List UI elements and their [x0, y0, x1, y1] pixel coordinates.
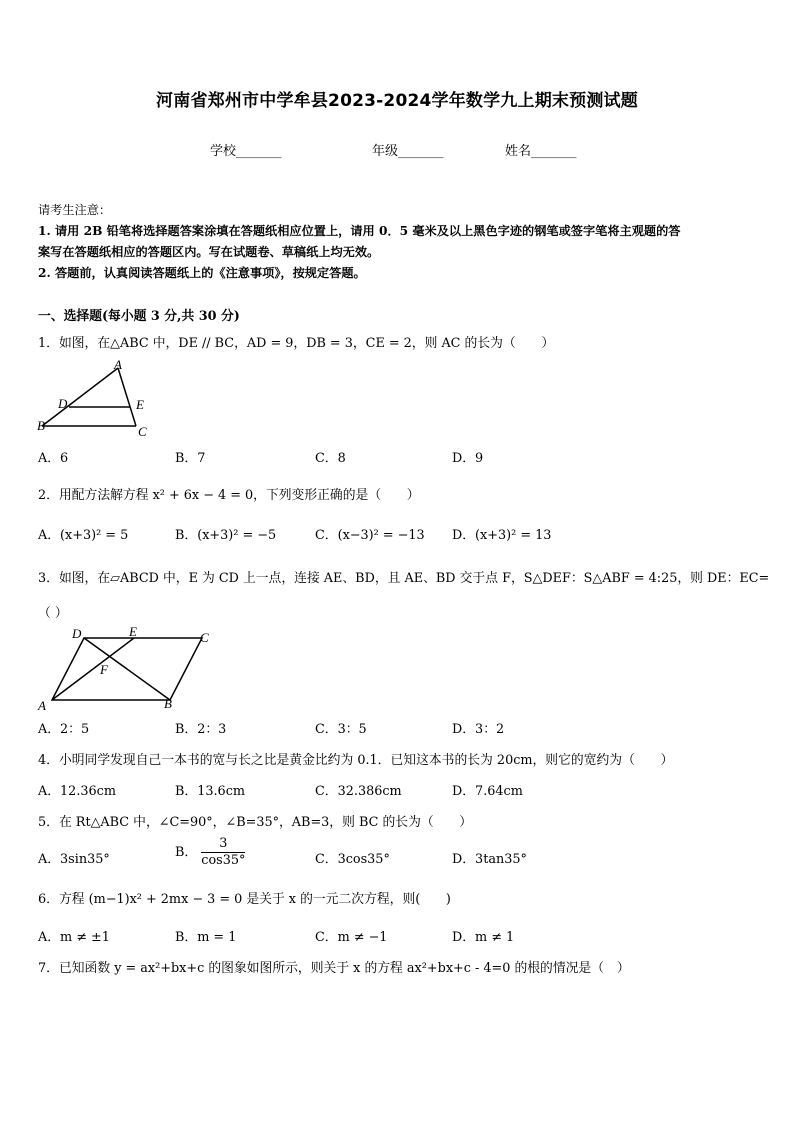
label-c: C — [200, 630, 209, 645]
q3-option-d[interactable]: D．3：2 — [452, 722, 505, 737]
q5-option-a[interactable]: A．3sin35° — [38, 852, 110, 867]
q2-option-a[interactable]: A．(x+3)² = 5 — [38, 528, 129, 543]
q2-option-c[interactable]: C．(x−3)² = −13 — [315, 528, 425, 543]
notice-line-3: 2. 答题前，认真阅读答题纸上的《注意事项》，按规定答题。 — [38, 266, 366, 280]
q1-option-c[interactable]: C．8 — [315, 451, 346, 466]
q5-option-b[interactable] — [175, 836, 245, 869]
label-b: B — [164, 696, 172, 711]
name-field: 姓名_______ — [505, 144, 577, 159]
q1-option-d[interactable]: D．9 — [452, 451, 484, 466]
side-ac — [118, 368, 136, 426]
label-d: D — [72, 626, 82, 641]
document-title: 河南省郑州市中学牟县2023-2024学年数学九上期末预测试题 — [156, 91, 638, 111]
label-d: D — [58, 396, 68, 411]
q6-option-b[interactable]: B．m = 1 — [175, 930, 237, 945]
q4-option-a[interactable]: A．12.36cm — [38, 784, 116, 799]
notice-line-2: 案写在答题纸相应的答题区内。写在试题卷、草稿纸上均无效。 — [38, 245, 380, 259]
question-7-stem: 7．已知函数 y = ax²+bx+c 的图象如图所示，则关于 x 的方程 ax²+bx+c - 4=0 的根的情况是（ ） — [38, 961, 630, 976]
segment-bd — [84, 638, 170, 700]
label-f: F — [100, 662, 108, 677]
triangle-figure — [32, 356, 162, 438]
q6-option-a[interactable]: A．m ≠ ±1 — [38, 930, 110, 945]
question-1-stem: 1．如图，在△ABC 中，DE // BC，AD = 9，DB = 3，CE = 2，则 AC 的长为（ ） — [38, 336, 555, 351]
label-b: B — [37, 418, 45, 433]
q6-option-c[interactable]: C．m ≠ −1 — [315, 930, 388, 945]
school-field: 学校_______ — [210, 144, 282, 159]
q6-option-d[interactable]: D．m ≠ 1 — [452, 930, 515, 945]
q5-option-d[interactable]: D．3tan35° — [452, 852, 527, 867]
segment-ae — [52, 638, 134, 700]
parallelogram-figure — [32, 624, 222, 714]
q3-option-b[interactable]: B．2：3 — [175, 722, 227, 737]
q4-option-c[interactable]: C．32.386cm — [315, 784, 402, 799]
fraction — [201, 836, 245, 869]
grade-field: 年级_______ — [372, 144, 444, 159]
q5-option-c[interactable]: C．3cos35° — [315, 852, 390, 867]
q3-option-c[interactable]: C．3：5 — [315, 722, 367, 737]
label-e: E — [136, 397, 144, 412]
q2-option-d[interactable]: D．(x+3)² = 13 — [452, 528, 552, 543]
label-e: E — [129, 624, 137, 639]
q1-option-b[interactable]: B．7 — [175, 451, 206, 466]
fraction-denominator: cos35° — [201, 853, 246, 868]
question-4-stem: 4．小明同学发现自己一本书的宽与长之比是黄金比约为 0.1．已知这本书的长为 20cm，则它的宽约为（ ） — [38, 753, 674, 768]
q5-option-b-prefix: B． — [175, 845, 198, 860]
side-ab — [42, 368, 118, 426]
q2-option-b[interactable]: B．(x+3)² = −5 — [175, 528, 277, 543]
question-5-stem: 5．在 Rt△ABC 中，∠C=90°，∠B=35°，AB=3，则 BC 的长为（ ） — [38, 815, 473, 830]
label-a: A — [38, 698, 46, 713]
notice-heading: 请考生注意： — [38, 203, 112, 217]
question-2-stem: 2．用配方法解方程 x² + 6x − 4 = 0，下列变形正确的是（ ） — [38, 488, 420, 503]
question-6-stem: 6．方程 (m−1)x² + 2mx − 3 = 0 是关于 x 的一元二次方程，则( ) — [38, 892, 451, 907]
section-heading: 一、选择题(每小题 3 分,共 30 分) — [38, 309, 240, 324]
label-c: C — [138, 424, 147, 438]
q3-option-a[interactable]: A．2：5 — [38, 722, 90, 737]
fraction-numerator: 3 — [201, 836, 245, 853]
q1-option-a[interactable]: A．6 — [38, 451, 69, 466]
q4-option-b[interactable]: B．13.6cm — [175, 784, 245, 799]
q4-option-d[interactable]: D．7.64cm — [452, 784, 523, 799]
question-3-stem: 3．如图，在▱ABCD 中，E 为 CD 上一点，连接 AE、BD，且 AE、BD 交于点 F，S△DEF：S△ABF = 4:25，则 DE：EC= — [38, 571, 770, 586]
notice-line-1: 1. 请用 2B 铅笔将选择题答案涂填在答题纸相应位置上，请用 0．5 毫米及以上黑色字迹的钢笔或签字笔将主观题的答 — [38, 224, 681, 238]
question-3-stem-cont: （ ） — [38, 606, 68, 621]
label-a: A — [114, 357, 122, 372]
